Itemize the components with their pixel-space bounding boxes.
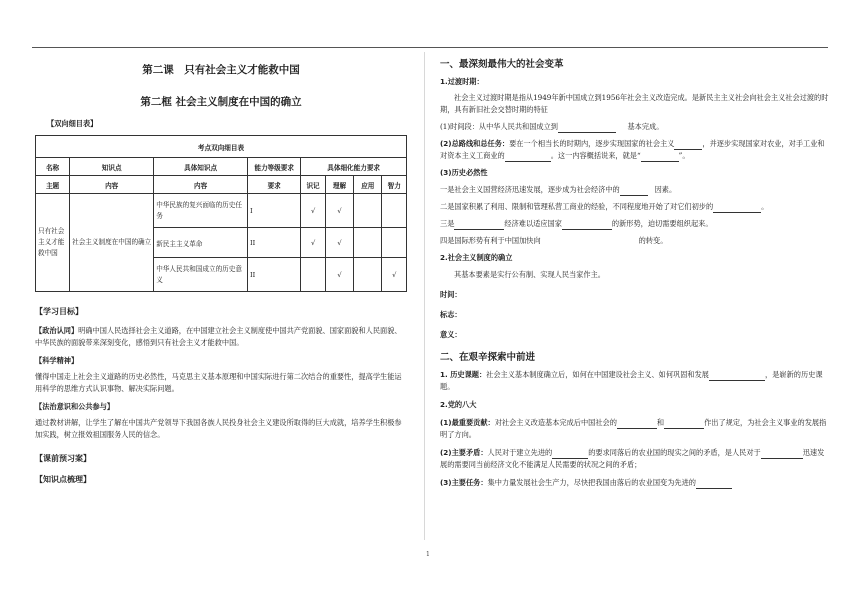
left-column [35,52,407,485]
row-understand: √ [325,194,353,228]
row-specific: 新民主主义革命 [154,228,248,258]
row-remember: √ [301,228,325,258]
system-heading: 2.社会主义制度的确立 [440,253,513,262]
main-contradiction-c: 迅速发展的需要同当前经济文化不能满足人民需要的状况之间的矛盾； [440,448,825,469]
th-content: 内容 [70,176,154,194]
contribution-a: 对社会主义改造基本完成后中国社会的 [494,418,617,427]
historical-topic-label: 1. 历史课题： [440,370,487,379]
column-divider [424,52,425,540]
th-theme: 主题 [36,176,70,194]
necessity-3-b: 经济难以适应国家 [504,219,562,228]
row-apply [354,228,382,258]
necessity-3-c: 的新形势，迫切需要组织起来。 [611,219,713,228]
time-label: 时间： [440,290,462,299]
blank[interactable] [552,458,588,459]
th-content2: 内容 [154,176,248,194]
main-contradiction-b: 的要求同落后的农业国的现实之间的矛盾，是人民对于 [588,448,761,457]
science-text: 懂得中国走上社会主义道路的历史必然性，马克思主义基本原理和中国实际进行第二次结合的重要性，提高学生能运用科学的思维方式认识事物、解决实际问题。 [35,372,402,393]
th-understand: 理解 [325,176,353,194]
theme-cell: 只有社会主义才能救中国 [36,194,70,292]
main-task-label: (3)主要任务： [440,478,488,487]
right-column [440,52,830,489]
section-1-title: 一、最深刻最伟大的社会变革 [440,59,564,70]
blank[interactable] [696,488,732,489]
necessity-2-a: 二是国家积累了利用、限制和管理私营工商业的经验，不同程度地开始了对它们初步的 [440,202,714,211]
necessity-3 [440,218,830,230]
row-specific: 中华人民共和国成立的历史意义 [154,258,248,292]
th-remember: 识记 [301,176,325,194]
th-apply: 应用 [354,176,382,194]
main-task [440,477,830,489]
blank[interactable] [709,380,765,381]
row-understand: √ [325,228,353,258]
main-contradiction-a: 人民对于建立先进的 [487,448,553,457]
knowledge-cell: 社会主义制度在中国的确立 [70,194,154,292]
blank[interactable] [617,428,657,429]
th-req: 要求 [247,176,300,194]
political-body: 明确中国人民选择社会主义道路，在中国建立社会主义制度使中国共产党面貌、国家面貌和人民面貌、中华民族的面貌带来深刻变化，感悟到只有社会主义才能救中国。 [35,326,402,347]
law-label: 【法治意识和公共参与】 [35,402,115,411]
contribution-label: (1)最重要贡献： [440,418,495,427]
political-label-inline: 【政治认同】 [35,326,79,335]
necessity-4-a: 四是国际形势有利于中国加快向 [440,236,541,245]
main-task-a: 集中力量发展社会生产力，尽快把我国由落后的农业国变为先进的 [487,478,696,487]
necessity-3-a: 三是 [440,219,455,228]
row-level: Ⅰ [247,194,300,228]
section-2-title: 二、在艰辛探索中前进 [440,352,536,363]
row-remember: √ [301,194,325,228]
main-contradiction [440,447,830,471]
historical-topic-a: 社会主义基本制度确立后，如何在中国建设社会主义、如何巩固和发展 [486,370,709,379]
blank[interactable] [454,229,504,230]
historical-topic [440,369,830,393]
time-period [440,121,830,133]
transition-heading: 1.过渡时期： [440,77,484,86]
blank[interactable] [713,212,761,213]
th-knowledge: 知识点 [70,158,154,176]
th-wisdom: 智力 [382,176,407,194]
time-period-end: 基本完成。 [627,122,664,131]
blank[interactable] [558,132,616,133]
table-caption: 考点双向细目表 [36,136,407,158]
frame-title: 第二框 社会主义制度在中国的确立 [140,96,302,108]
row-apply [354,194,382,228]
necessity-4-b: 的转变。 [638,236,668,245]
blank[interactable] [562,229,612,230]
historical-topic-b: ，是崭新的历史课题。 [440,370,823,391]
page-number: 1 [426,551,430,558]
necessity-1-b: 因素。 [654,185,677,194]
transition-text: 社会主义过渡时期是指从1949年新中国成立到1956年社会主义改造完成。是新民主主义社会向社会主义社会过渡的时期，具有新旧社会交替时期的特征 [440,93,829,114]
th-level: 能力等级要求 [247,158,300,176]
law-text: 通过教材讲解，让学生了解在中国共产党领导下我国各族人民投身社会主义建设所取得的巨大成就，培养学生积极参加实践，树立报效祖国服务人民的信念。 [35,418,402,439]
political-text [35,325,407,349]
two-way-table [35,135,407,292]
row-wisdom: √ [382,258,407,292]
blank[interactable] [505,161,551,162]
row-wisdom [382,228,407,258]
blank[interactable] [761,458,803,459]
preview-label: 【课前预习案】 [35,454,91,463]
row-wisdom [382,194,407,228]
eighth-congress-heading: 2.党的八大 [440,400,477,409]
lesson-title: 第二课 只有社会主义才能救中国 [142,64,300,76]
general-line-d: ”。 [678,151,690,160]
mark-label: 标志： [440,310,462,319]
th-name: 名称 [36,158,70,176]
general-line-b: ，并逐步实现国家对农业，对手工业和对资本主义工商业的 [440,139,825,160]
necessity-4 [440,235,830,247]
general-line-label: (2)总路线和总任务： [440,139,510,148]
necessity-2 [440,201,830,213]
contribution [440,417,830,441]
general-line [440,138,830,162]
top-rule [32,47,828,48]
blank[interactable] [674,149,702,150]
row-remember [301,258,325,292]
row-understand: √ [325,258,353,292]
th-detail: 具体细化能力要求 [301,158,407,176]
time-period-text: (1)时间段：从中华人民共和国成立到 [440,122,558,131]
main-contradiction-label: (2)主要矛盾： [440,448,488,457]
row-level: ⅠⅠ [247,258,300,292]
row-apply [354,258,382,292]
row-level: ⅠⅠ [247,228,300,258]
two-way-label: 【双向细目表】 [47,119,98,128]
contribution-c: 作出了规定，为社会主义事业的发展指明了方向。 [440,418,827,439]
system-text: 其基本要素是实行公有制、实现人民当家作主。 [454,270,605,279]
necessity-2-b: 。 [761,202,769,211]
necessity-1 [440,184,830,196]
meaning-label: 意义： [440,330,462,339]
blank[interactable] [620,195,648,196]
th-specific: 具体知识点 [154,158,248,176]
knowledge-label: 【知识点梳理】 [35,475,91,484]
blank[interactable] [664,428,704,429]
general-line-c: 。这一内容概括说来，就是“ [550,151,641,160]
general-line-a: 要在一个相当长的时期内，逐步实现国家的社会主义 [509,139,675,148]
science-label: 【科学精神】 [35,356,79,365]
row-specific: 中华民族的复兴面临的历史任务 [154,194,248,228]
blank[interactable] [641,161,679,162]
necessity-heading: (3)历史必然性 [440,168,488,177]
table-row [36,194,407,228]
contribution-b: 和 [656,418,665,427]
goals-label: 【学习目标】 [35,307,83,316]
necessity-1-a: 一是社会主义国营经济迅速发展，逐步成为社会经济中的 [440,185,620,194]
